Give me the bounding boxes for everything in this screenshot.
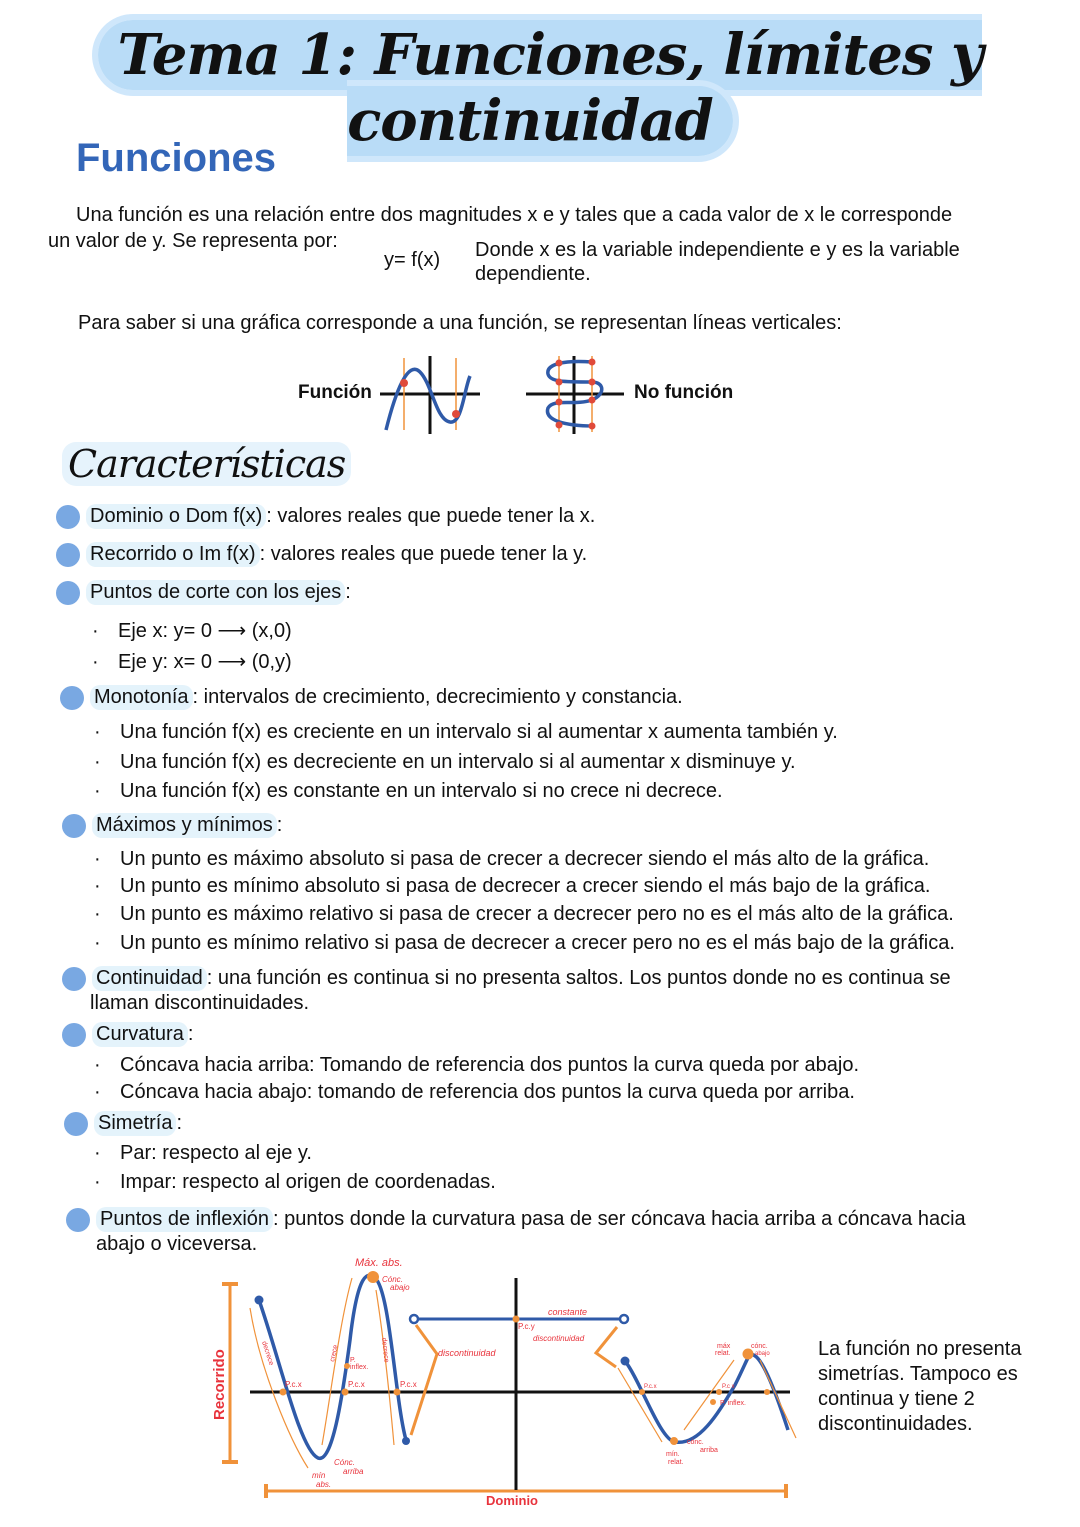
formula-desc-1: Donde x es la variable independiente e y es la variable (475, 239, 960, 261)
section-heading-funciones: Funciones (76, 136, 277, 180)
curvatura-arriba: · Cóncava hacia arriba: Tomando de referencia dos puntos la curva queda por abajo. (94, 1054, 859, 1076)
svg-text:abajo: abajo (755, 1351, 770, 1357)
svg-text:máx: máx (717, 1343, 731, 1350)
svg-text:decrece: decrece (260, 1340, 275, 1367)
svg-text:P.c x: P.c x (722, 1384, 735, 1390)
bullet-dot-icon (62, 814, 86, 838)
item-recorrido: Recorrido o Im f(x) : valores reales que puede tener la y. (56, 542, 587, 567)
item-puntos-corte: Puntos de corte con los ejes : (56, 580, 351, 605)
svg-text:P.c.x: P.c.x (644, 1384, 657, 1390)
svg-text:discontinuidad: discontinuidad (438, 1348, 496, 1358)
item-puntos-inflexion: Puntos de inflexión : puntos donde la curvatura pasa de ser cóncava hacia arriba a cóncava hacia abajo o viceversa. (66, 1207, 966, 1257)
svg-text:inflex.: inflex. (350, 1364, 369, 1371)
svg-text:constante: constante (548, 1307, 588, 1317)
svg-text:P.c.x: P.c.x (285, 1380, 302, 1389)
item-dominio: Dominio o Dom f(x) : valores reales que puede tener la x. (56, 504, 595, 529)
svg-text:decrece: decrece (380, 1337, 390, 1363)
simetria-par: · Par: respecto al eje y. (94, 1142, 312, 1164)
bullet-dot-icon (56, 581, 80, 605)
bullet-dot-icon (60, 686, 84, 710)
item-curvatura: Curvatura : (62, 1022, 193, 1047)
formula: y= f(x) (384, 249, 441, 271)
bullet-dot-icon (64, 1112, 88, 1136)
y-label-recorrido: Recorrido (211, 1349, 228, 1420)
monotonia-constante: · Una función f(x) es constante en un intervalo si no crece ni decrece. (94, 780, 723, 802)
maximo-absoluto: · Un punto es máximo absoluto si pasa de crecer a decrecer siendo el más alto de la gráfica. (94, 848, 930, 870)
label-max-abs: Máx. abs. (355, 1257, 403, 1269)
vertical-test-text: Para saber si una gráfica corresponde a una función, se representan líneas verticales: (78, 312, 842, 334)
bullet-dot-icon (62, 967, 86, 991)
svg-text:P.c.x: P.c.x (348, 1380, 365, 1389)
corte-eje-y: · Eje y: x= 0 ⟶ (0,y) (92, 651, 292, 673)
svg-text:abs.: abs. (316, 1480, 332, 1489)
characteristics-diagram (200, 1250, 820, 1520)
simetria-impar: · Impar: respecto al origen de coordenadas. (94, 1171, 496, 1193)
example-function-label: Función (298, 382, 372, 403)
svg-text:discontinuidad: discontinuidad (533, 1334, 585, 1343)
function-example-graph (376, 350, 486, 436)
svg-text:mín: mín (312, 1471, 326, 1480)
section-heading-caracteristicas: Características (62, 442, 351, 486)
item-maximos-minimos: Máximos y mínimos : (62, 813, 282, 838)
minimo-relativo: · Un punto es mínimo relativo si pasa de decrecer a crecer pero no es el más bajo de la gráfica. (94, 932, 955, 954)
monotonia-decreciente: · Una función f(x) es decreciente en un intervalo si al aumentar x disminuye y. (94, 751, 796, 773)
svg-text:abajo: abajo (390, 1283, 410, 1292)
maximo-relativo: · Un punto es máximo relativo si pasa de crecer a decrecer pero no es el más alto de la gráfica. (94, 903, 954, 925)
bullet-dot-icon (56, 543, 80, 567)
svg-text:mín.: mín. (666, 1451, 680, 1458)
corte-eje-x: · Eje x: y= 0 ⟶ (x,0) (92, 620, 292, 642)
svg-text:arriba: arriba (343, 1467, 364, 1476)
example-nonfunction-label: No función (634, 382, 734, 403)
svg-text:P.: P. (350, 1357, 356, 1364)
x-label-dominio: Dominio (486, 1493, 538, 1508)
bullet-dot-icon (66, 1208, 90, 1232)
svg-text:crece: crece (329, 1344, 340, 1363)
item-simetria: Simetría : (64, 1111, 182, 1136)
bullet-dot-icon (56, 505, 80, 529)
bullet-dot-icon (62, 1023, 86, 1047)
page-title: Tema 1: Funciones, límites y continuidad (0, 22, 1080, 154)
svg-text:cónc.: cónc. (751, 1343, 768, 1350)
intro-line-2: un valor de y. Se representa por: (48, 230, 338, 252)
monotonia-creciente: · Una función f(x) es creciente en un intervalo si al aumentar x aumenta también y. (94, 721, 838, 743)
minimo-absoluto: · Un punto es mínimo absoluto si pasa de decrecer a crecer siendo el más bajo de la gráfica. (94, 875, 931, 897)
svg-text:arriba: arriba (700, 1447, 718, 1454)
svg-text:Cónc.: Cónc. (334, 1458, 355, 1467)
svg-text:relat.: relat. (668, 1459, 684, 1466)
curvatura-abajo: · Cóncava hacia abajo: tomando de referencia dos puntos la curva queda por arriba. (94, 1081, 855, 1103)
svg-text:P. inflex.: P. inflex. (720, 1400, 746, 1407)
item-continuidad: Continuidad : una función es continua si no presenta saltos. Los puntos donde no es continua se llaman discontinuidades. (62, 966, 951, 1016)
item-monotonia: Monotonía : intervalos de crecimiento, decrecimiento y constancia. (60, 685, 683, 710)
nonfunction-example-graph (524, 354, 634, 436)
svg-text:P.c.y: P.c.y (518, 1322, 535, 1331)
intro-line-1: Una función es una relación entre dos magnitudes x e y tales que a cada valor de x le corresponde (76, 204, 953, 226)
diagram-summary: La función no presenta simetrías. Tampoco es continua y tiene 2 discontinuidades. (818, 1338, 1022, 1435)
formula-desc-2: dependiente. (475, 263, 591, 285)
svg-text:cónc.: cónc. (687, 1439, 704, 1446)
svg-text:P.c.x: P.c.x (400, 1380, 417, 1389)
svg-text:relat.: relat. (715, 1350, 731, 1357)
svg-text:Cónc.: Cónc. (382, 1275, 403, 1284)
